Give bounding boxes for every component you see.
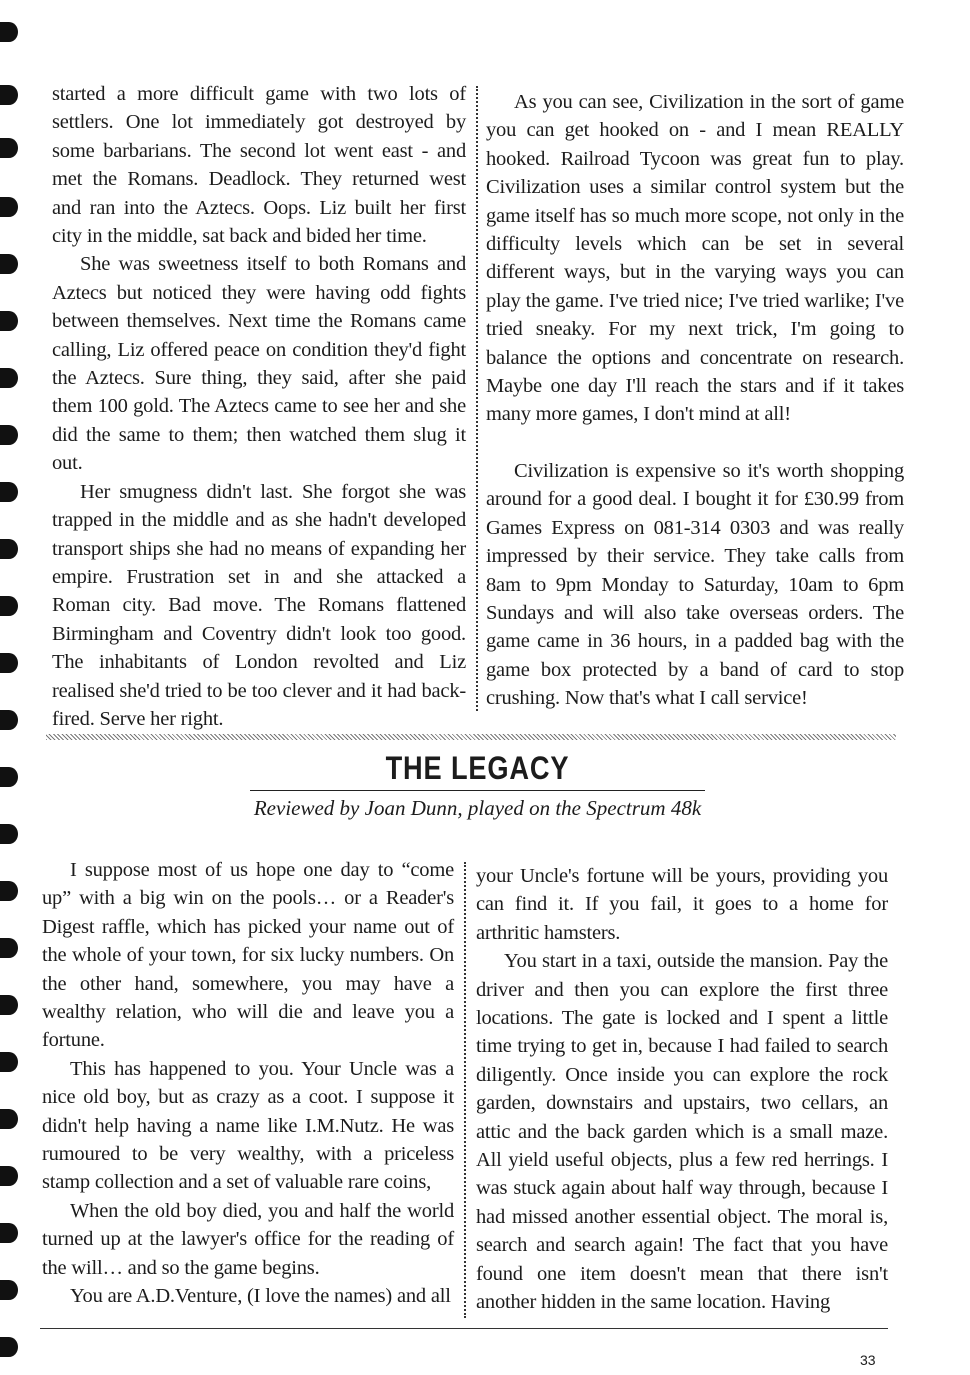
- binder-hole: [0, 938, 18, 958]
- column-divider: [476, 86, 478, 711]
- footer-rule: [40, 1328, 888, 1329]
- title-underline: [250, 790, 705, 791]
- binder-hole: [0, 1166, 18, 1186]
- paragraph: started a more difficult game with two lots of settlers. One lot immediately got destroyed by some barbarians. The second lot went east - and met the Romans. Deadlock. They returned west and ran into the Aztecs. Oops. Liz built her first city in the middle, sat back and bided her time.: [52, 83, 466, 248]
- binder-hole: [0, 85, 18, 105]
- binder-hole: [0, 881, 18, 901]
- paragraph: As you can see, Civilization in the sort of game you can get hooked on - and I mean REALLY hooked. Railroad Tycoon was great fun to play. Civilization uses a similar control system but the game itself has so much more scope, not only in the difficulty levels which can be set in several different ways, but in the varying ways you can play the game. I've tried nice; I've tried warlike; I've tried sneaky. For my next trick, I'm going to balance the options and concentrate on research. Maybe one day I'll reach the stars and if it takes many more games, I don't mind at all!: [486, 91, 904, 426]
- paragraph: I suppose most of us hope one day to “come up” with a big win on the pools… or a Reader's Digest raffle, which has picked your name out of the whole of your town, for six lucky numbers. On the other hand, somewhere, you may have a wealthy relation, who will die and leave you a fortune.: [42, 859, 454, 1052]
- binder-hole: [0, 539, 18, 559]
- paragraph: Her smugness didn't last. She forgot she was trapped in the middle and as she hadn't developed transport ships she had no means of expanding her empire. Frustration set in and she attacked a Roman city. Bad move. The Romans flattened Birmingham and Coventry didn't look too good. The inhabitants of London revolted and Liz realised she'd tried to be too clever and it had back-fired. Serve her right.: [52, 480, 466, 730]
- binder-hole: [0, 653, 18, 673]
- binder-hole: [0, 311, 18, 331]
- binder-hole: [0, 1337, 18, 1357]
- paragraph: You start in a taxi, outside the mansion. Pay the driver and then you can explore the first three locations. The gate is locked and I spent a little time trying to get in, because I had failed to search diligently. Once inside you can explore the rock garden, downstairs and upstairs, two cellars, an attic and the back garden which is a small maze. All yield useful objects, plus a few red herrings. I was stuck again about half way through, because I had missed another essential object. The moral is, search and search again! The fact that you have found one item doesn't mean that there isn't another hidden in the same location. Having: [476, 950, 888, 1314]
- binder-hole: [0, 1280, 18, 1300]
- bottom-left-column: [42, 856, 454, 1311]
- binder-hole: [0, 995, 18, 1015]
- binder-hole: [0, 824, 18, 844]
- binder-hole: [0, 1052, 18, 1072]
- top-right-column: [486, 88, 904, 713]
- paragraph: This has happened to you. Your Uncle was a nice old boy, but as crazy as a coot. I suppose it didn't help having a name like I.M.Nutz. He was rumoured to be very wealthy, with a priceless stamp collection and a set of valuable rare coins,: [42, 1057, 454, 1194]
- binder-holes: [0, 0, 24, 1375]
- article-byline: Reviewed by Joan Dunn, played on the Spectrum 48k: [253, 796, 702, 820]
- paragraph: She was sweetness itself to both Romans and Aztecs but noticed they were having odd fights between themselves. Next time the Romans came calling, Liz offered peace on condition they'd fight the Aztecs. Sure thing, they said, after she paid them 100 gold. The Aztecs came to see her and she did the same to them; then watched them slug it out.: [52, 253, 466, 475]
- binder-hole: [0, 368, 18, 388]
- section-separator: [46, 734, 896, 740]
- paragraph: You are A.D.Venture, (I love the names) and all: [70, 1285, 451, 1308]
- binder-hole: [0, 596, 18, 616]
- binder-hole: [0, 1223, 18, 1243]
- paragraph: your Uncle's fortune will be yours, providing you can find it. If you fail, it goes to a home for arthritic hamsters.: [476, 865, 888, 944]
- binder-hole: [0, 1109, 18, 1129]
- paragraph: Civilization is expensive so it's worth shopping around for a good deal. I bought it for £30.99 from Games Express on 081-314 0303 and was really impressed by their service. They take calls from 8am to 9pm Monday to Saturday, 10am to 6pm Sundays and will also take overseas orders. The game came in 36 hours, in a padded bag with the game box protected by a band of card to stop crushing. Now that's what I call service!: [486, 459, 904, 710]
- paragraph: When the old boy died, you and half the world turned up at the lawyer's office for the reading of the will… and so the game begins.: [42, 1199, 454, 1279]
- binder-hole: [0, 22, 18, 42]
- bottom-right-column: [476, 862, 888, 1317]
- binder-hole: [0, 710, 18, 730]
- column-divider: [464, 862, 466, 1318]
- binder-hole: [0, 254, 18, 274]
- article-title: THE LEGACY: [385, 750, 570, 786]
- binder-hole: [0, 197, 18, 217]
- binder-hole: [0, 482, 18, 502]
- binder-hole: [0, 425, 18, 445]
- page-number: 33: [860, 1352, 876, 1368]
- top-left-column: [52, 80, 466, 733]
- binder-hole: [0, 138, 18, 158]
- binder-hole: [0, 767, 18, 787]
